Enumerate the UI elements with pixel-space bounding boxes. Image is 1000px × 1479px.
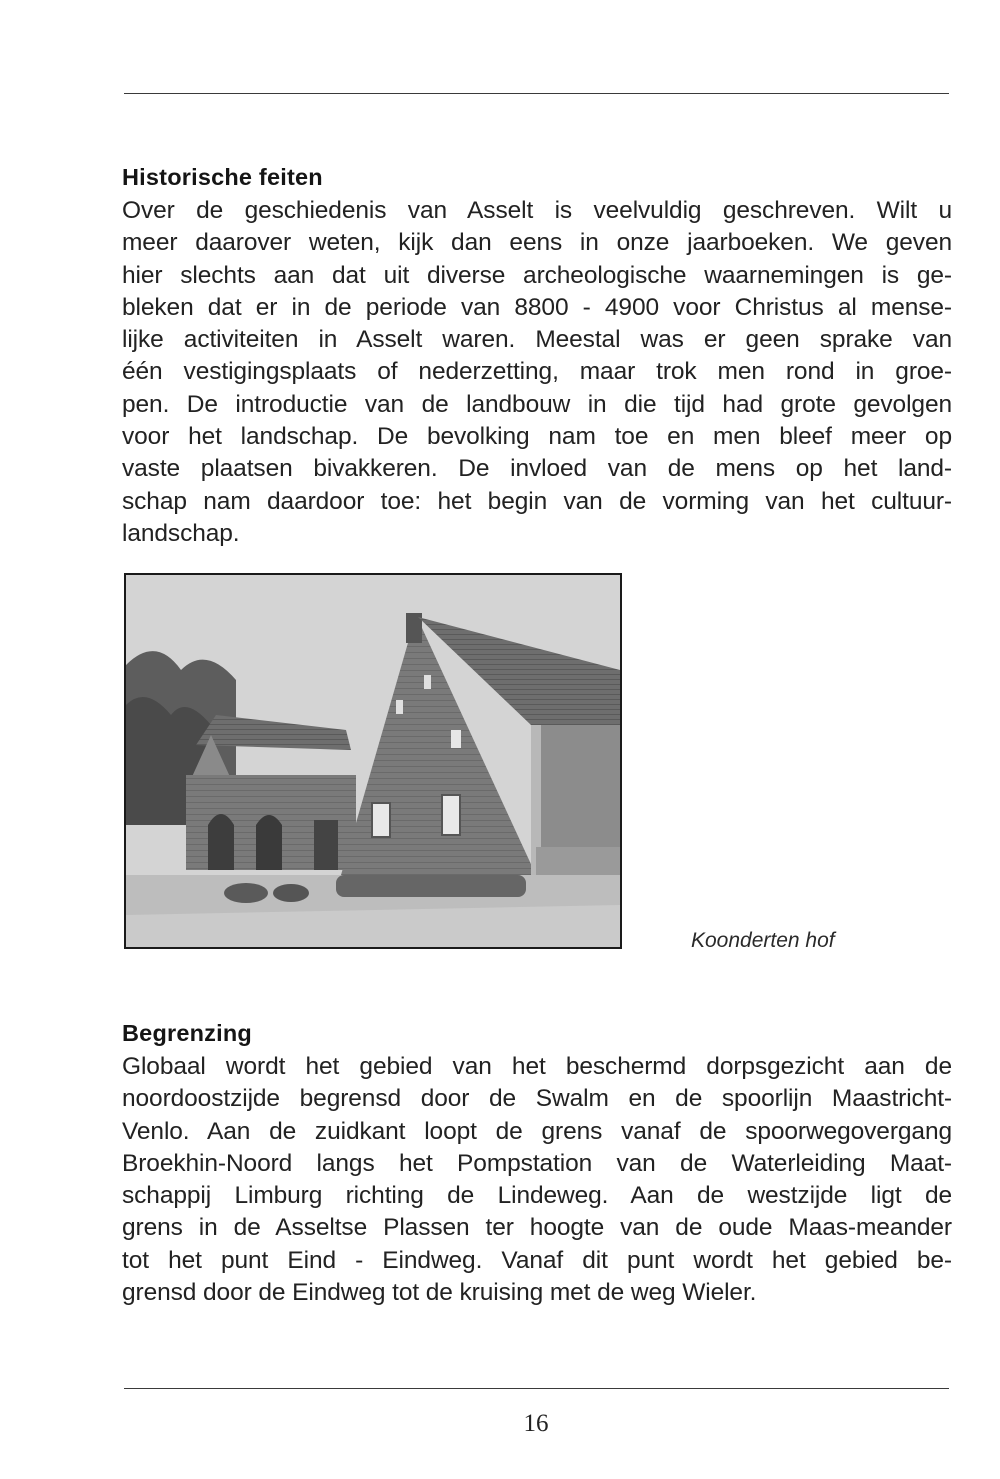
text-line: hier slechts aan dat uit diverse archeologische waarnemingen is ge-: [122, 261, 952, 289]
text-line: noordoostzijde begrensd door de Swalm en de spoorlijn Maastricht-: [122, 1085, 952, 1113]
section-heading: Historische feiten: [122, 164, 323, 190]
text-line: landschap.: [122, 519, 240, 547]
text-line: lijke activiteiten in Asselt waren. Meestal was er geen sprake van: [122, 326, 952, 354]
section-historische-feiten: [122, 160, 952, 550]
bottom-rule: [124, 1388, 949, 1389]
text-line: grens in de Asseltse Plassen ter hoogte van de oude Maas-meander: [122, 1214, 952, 1242]
text-line: grensd door de Eindweg tot de kruising met de weg Wieler.: [122, 1279, 757, 1307]
section-begrenzing: [122, 1016, 952, 1309]
farmhouse-photo: [124, 573, 622, 949]
text-line: meer daarover weten, kijk dan eens in onze jaarboeken. We geven: [122, 229, 952, 257]
text-line: Broekhin-Noord langs het Pompstation van de Waterleiding Maat-: [122, 1149, 952, 1177]
text-line: Venlo. Aan de zuidkant loopt de grens vanaf de spoorwegovergang: [122, 1117, 952, 1145]
text-line: Over de geschiedenis van Asselt is veelvuldig geschreven. Wilt u: [122, 197, 952, 224]
text-line: Globaal wordt het gebied van het beschermd dorpsgezicht aan de: [122, 1053, 952, 1080]
section-body: [122, 1051, 952, 1309]
top-rule: [124, 93, 949, 94]
page-number: 16: [523, 1410, 549, 1437]
text-line: schap nam daardoor toe: het begin van de vorming van het cultuur-: [122, 487, 952, 515]
text-line: tot het punt Eind - Eindweg. Vanaf dit punt wordt het gebied be-: [122, 1246, 952, 1274]
photo-caption: Koonderten hof: [691, 929, 835, 952]
section-body: [122, 195, 952, 550]
text-line: vaste plaatsen bivakkeren. De invloed van de mens op het land-: [122, 455, 952, 483]
text-line: één vestigingsplaats of nederzetting, maar trok men rond in groe-: [122, 358, 952, 386]
text-line: schappij Limburg richting de Lindeweg. Aan de westzijde ligt de: [122, 1182, 952, 1210]
text-line: voor het landschap. De bevolking nam toe en men bleef meer op: [122, 423, 952, 451]
text-line: pen. De introductie van de landbouw in die tijd had grote gevolgen: [122, 390, 952, 418]
text-line: bleken dat er in de periode van 8800 - 4900 voor Christus al mense-: [122, 293, 952, 321]
section-heading: Begrenzing: [122, 1020, 252, 1046]
